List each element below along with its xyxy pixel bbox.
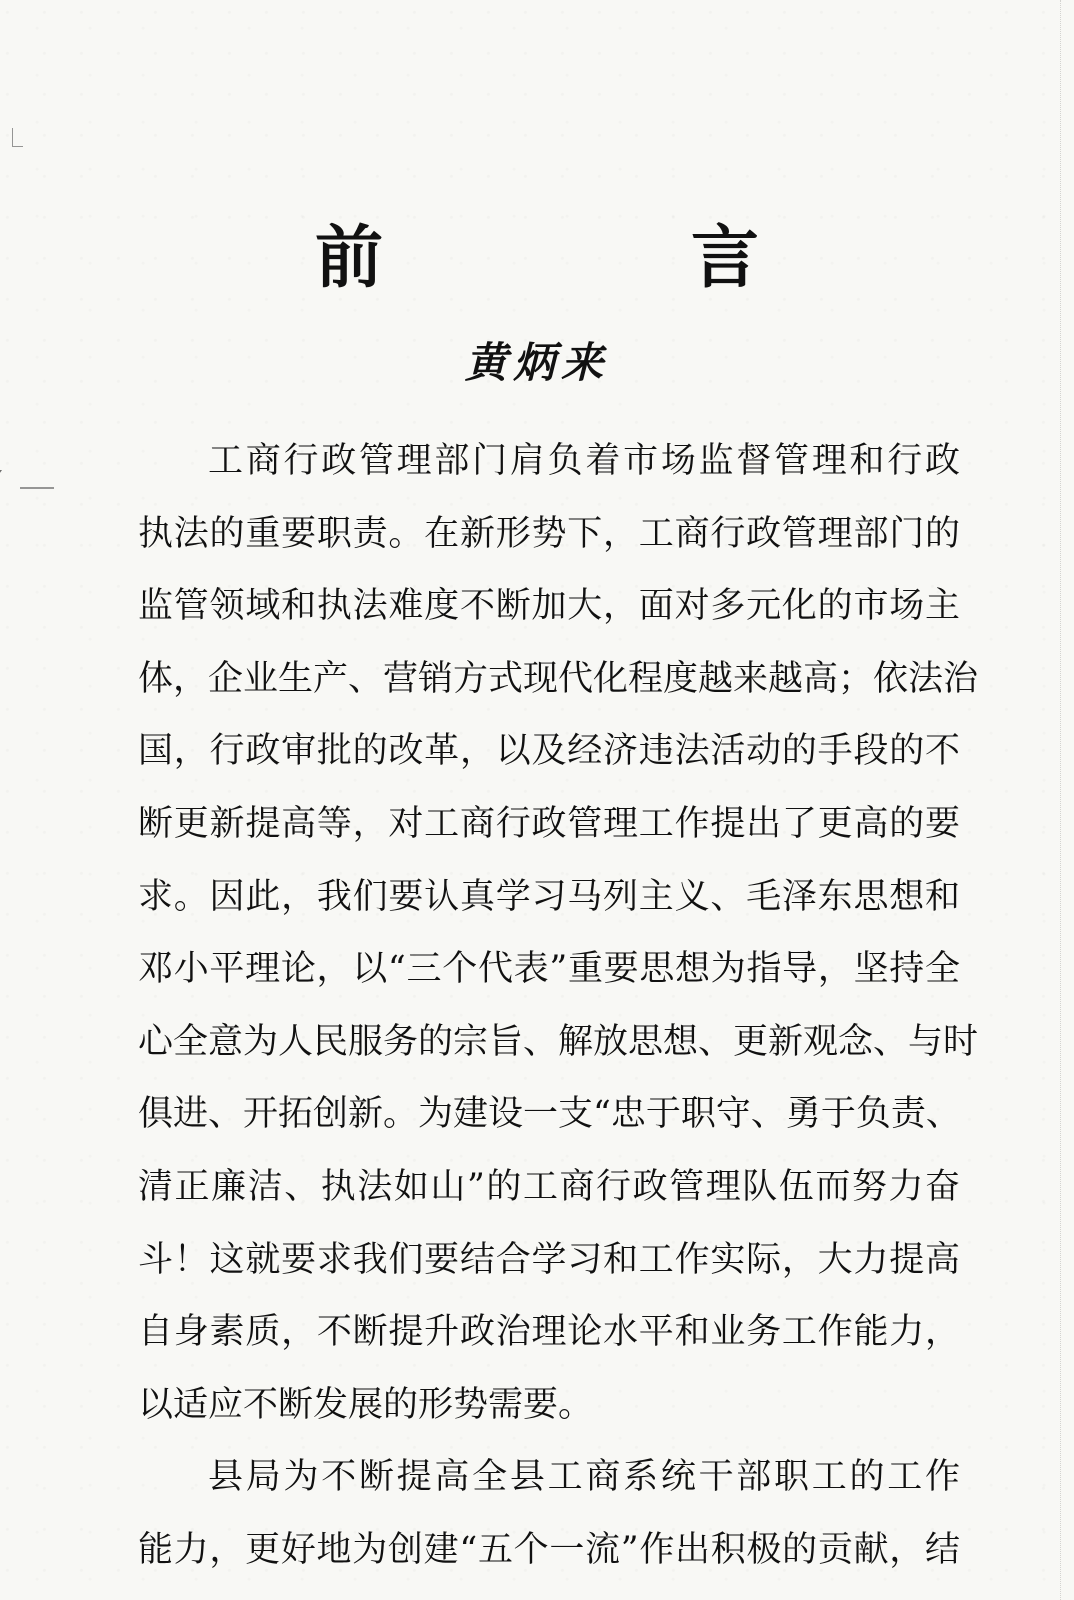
text-line: 能力，更好地为创建“五个一流”作出积极的贡献，结 xyxy=(138,1529,960,1570)
text-line: 俱进、开拓创新。为建设一支“忠于职守、勇于负责、 xyxy=(138,1094,961,1135)
scan-mark-left xyxy=(0,470,28,510)
body-text xyxy=(138,425,979,1587)
text-line: 国，行政审批的改革，以及经济违法活动的手段的不 xyxy=(138,731,960,772)
text-line: 以适应不断发展的形势需要。 xyxy=(138,1384,594,1425)
text-line: 清正廉洁、执法如山”的工商行政管理队伍而努力奋 xyxy=(138,1166,960,1207)
text-line: 监管领域和执法难度不断加大，面对多元化的市场主 xyxy=(138,586,960,627)
text-line: 斗！这就要求我们要结合学习和工作实际，大力提高 xyxy=(138,1239,960,1280)
scan-mark-top xyxy=(12,128,23,147)
text-line: 自身素质，不断提升政治理论水平和业务工作能力， xyxy=(138,1312,960,1353)
text-line: 心全意为人民服务的宗旨、解放思想、更新观念、与时 xyxy=(138,1021,979,1062)
author-name: 黄炳来 xyxy=(464,338,609,387)
text-line: 县局为不断提高全县工商系统干部职工的工作 xyxy=(208,1457,960,1498)
page-title: 前 言 xyxy=(314,218,879,298)
text-line: 执法的重要职责。在新形势下，工商行政管理部门的 xyxy=(138,513,960,554)
text-line: 求。因此，我们要认真学习马列主义、毛泽东思想和 xyxy=(138,876,960,917)
text-line: 工商行政管理部门肩负着市场监督管理和行政 xyxy=(208,441,960,481)
scan-mark-dash xyxy=(20,487,54,489)
text-line: 体，企业生产、营销方式现代化程度越来越高；依法治 xyxy=(138,658,979,699)
text-line: 邓小平理论，以“三个代表”重要思想为指导，坚持全 xyxy=(138,949,960,990)
text-line: 断更新提高等，对工商行政管理工作提出了更高的要 xyxy=(138,803,960,844)
